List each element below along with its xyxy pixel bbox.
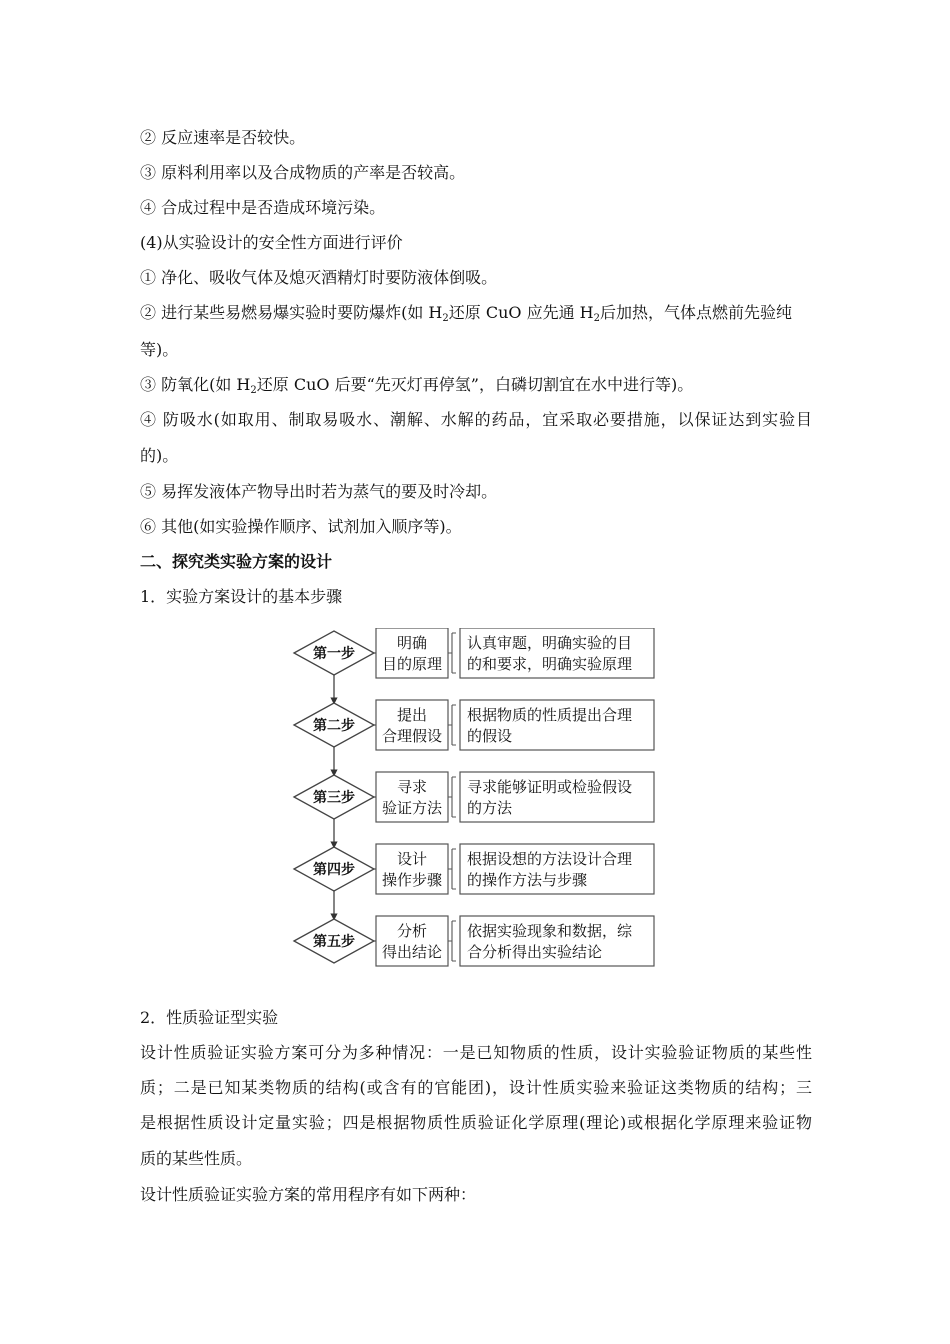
criteria-item-2: ② 反应速率是否较快。 bbox=[140, 128, 306, 147]
action-text-line-2: 操作步骤 bbox=[381, 871, 443, 889]
paragraph-1-line-2: 质；二是已知某类物质的结构(或含有的官能团)，设计性质实验来验证这类物质的结构；三 bbox=[140, 1078, 812, 1097]
action-text-line-2: 得出结论 bbox=[381, 943, 443, 961]
paragraph-2: 设计性质验证实验方案的常用程序有如下两种： bbox=[140, 1185, 477, 1204]
description-line-1: 根据物质的性质提出合理 bbox=[467, 706, 633, 724]
description-line-1: 依据实验现象和数据，综 bbox=[467, 922, 633, 940]
criteria-item-3: ③ 原料利用率以及合成物质的产率是否较高。 bbox=[140, 163, 466, 182]
step-label: 第三步 bbox=[313, 790, 355, 806]
paragraph-1-line-3: 是根据性质设计定量实验；四是根据物质性质验证化学原理(理论)或根据化学原理来验证物 bbox=[140, 1113, 812, 1132]
action-text-line-2: 目的原理 bbox=[381, 655, 443, 673]
bracket-connector bbox=[448, 849, 456, 889]
description-line-2: 的方法 bbox=[467, 799, 513, 817]
safety-item-6: ⑥ 其他(如实验操作顺序、试剂加入顺序等)。 bbox=[140, 517, 462, 536]
safety-item-3: ③ 防氧化(如 $H_2$还原 CuO 后要“先灭灯再停氢”，白磷切割宜在水中进行等)。 bbox=[140, 375, 694, 396]
bracket-connector bbox=[448, 921, 456, 961]
bracket-connector bbox=[448, 705, 456, 745]
bracket-connector bbox=[448, 633, 456, 673]
subsection-2-title: 2．性质验证型实验 bbox=[140, 1008, 279, 1027]
step-label: 第五步 bbox=[313, 934, 355, 950]
criteria-item-4: ④ 合成过程中是否造成环境污染。 bbox=[140, 198, 386, 217]
action-text-line-1: 设计 bbox=[396, 850, 428, 868]
action-text-line-2: 合理假设 bbox=[381, 727, 443, 745]
description-line-1: 根据设想的方法设计合理 bbox=[467, 850, 633, 868]
safety-item-1: ① 净化、吸收气体及熄灭酒精灯时要防液体倒吸。 bbox=[140, 268, 498, 287]
action-text-line-1: 寻求 bbox=[396, 778, 428, 796]
bracket-connector bbox=[448, 777, 456, 817]
step-label: 第一步 bbox=[313, 646, 355, 662]
description-line-2: 的假设 bbox=[467, 727, 513, 745]
paragraph-1-line-4: 质的某些性质。 bbox=[140, 1149, 253, 1168]
safety-item-4: ④ 防吸水(如取用、制取易吸水、潮解、水解的药品，宜采取必要措施，以保证达到实验目 bbox=[140, 410, 812, 429]
section-heading: 二、探究类实验方案的设计 bbox=[140, 552, 333, 571]
step-label: 第四步 bbox=[313, 862, 355, 878]
description-line-2: 的操作方法与步骤 bbox=[467, 871, 588, 889]
subsection-1-title: 1．实验方案设计的基本步骤 bbox=[140, 587, 343, 606]
description-line-1: 寻求能够证明或检验假设 bbox=[467, 778, 633, 796]
safety-item-2: ② 进行某些易燃易爆实验时要防爆炸(如 $H_2$还原 CuO 应先通 $H_2$后加热，气体点燃前先验纯 bbox=[140, 303, 793, 324]
action-text-line-1: 提出 bbox=[396, 706, 428, 724]
safety-heading: (4)从实验设计的安全性方面进行评价 bbox=[140, 233, 403, 252]
safety-item-4-cont: 的)。 bbox=[140, 446, 179, 465]
safety-item-2-cont: 等)。 bbox=[140, 340, 179, 359]
description-line-2: 的和要求，明确实验原理 bbox=[467, 655, 633, 673]
description-line-2: 合分析得出实验结论 bbox=[467, 943, 603, 961]
step-label: 第二步 bbox=[313, 718, 355, 734]
description-line-1: 认真审题，明确实验的目 bbox=[467, 634, 633, 652]
paragraph-1-line-1: 设计性质验证实验方案可分为多种情况：一是已知物质的性质，设计实验验证物质的某些性 bbox=[140, 1043, 812, 1062]
action-text-line-2: 验证方法 bbox=[381, 799, 443, 817]
safety-item-5: ⑤ 易挥发液体产物导出时若为蒸气的要及时冷却。 bbox=[140, 482, 498, 501]
action-text-line-1: 分析 bbox=[396, 922, 428, 940]
action-text-line-1: 明确 bbox=[396, 634, 428, 652]
steps-flowchart bbox=[290, 628, 660, 976]
